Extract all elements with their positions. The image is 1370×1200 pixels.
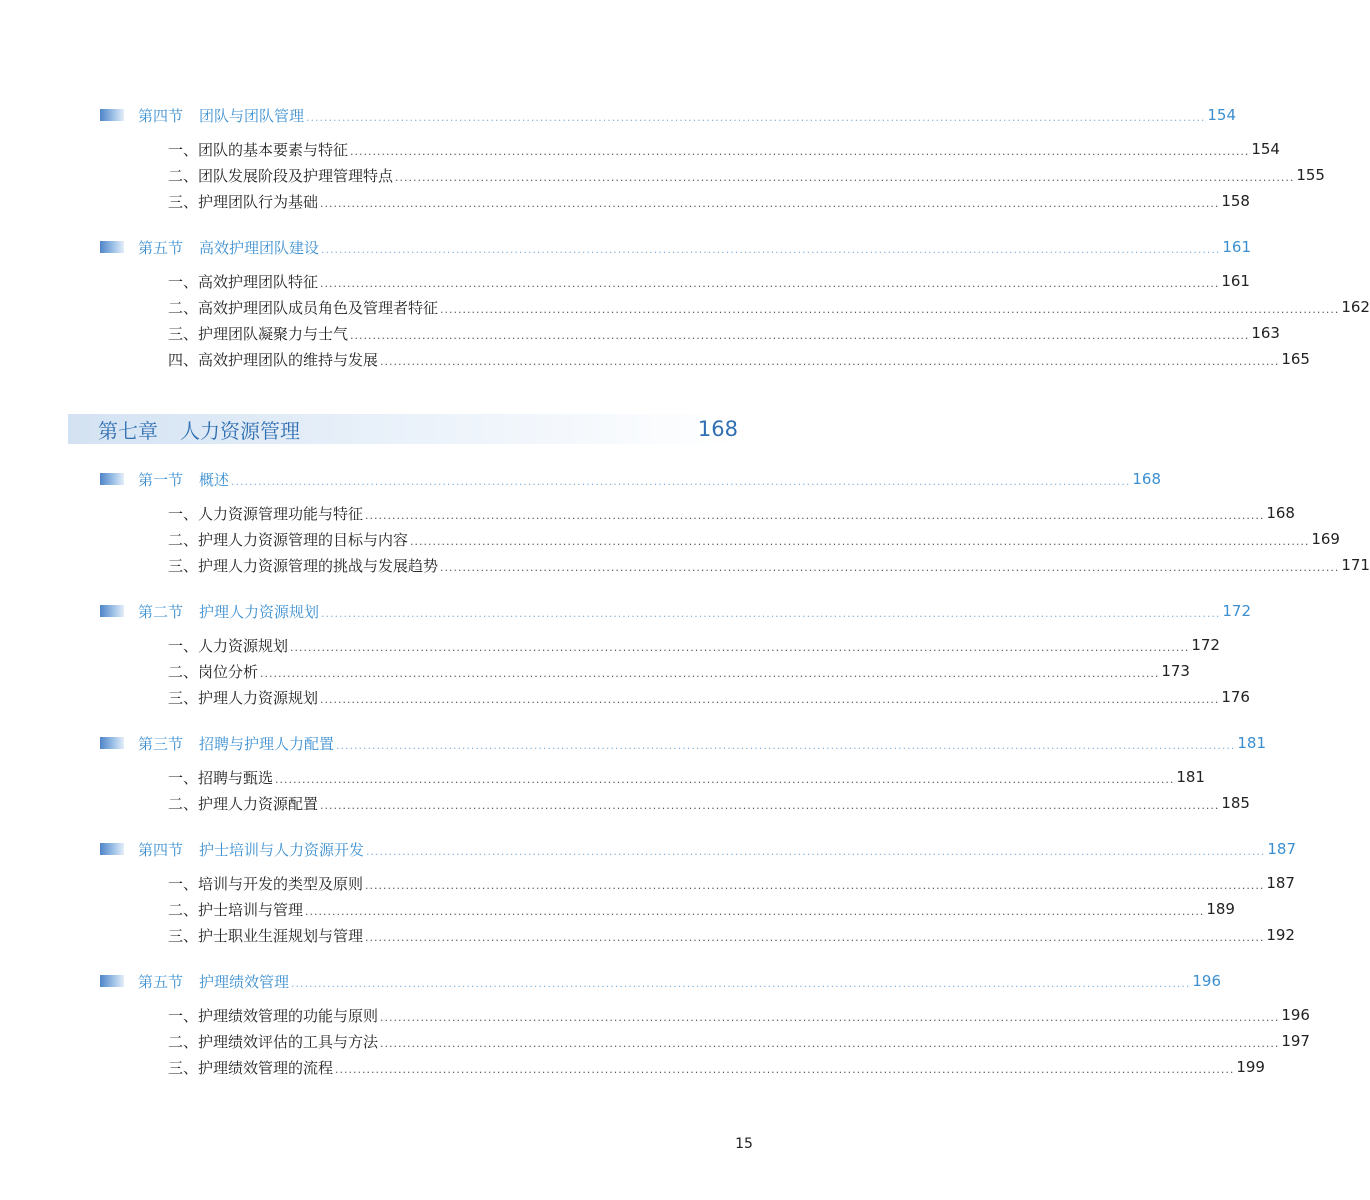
item-page: 165 [1281, 350, 1310, 368]
item-page: 155 [1296, 166, 1325, 184]
section-title: 团队与团队管理 [199, 106, 305, 125]
dot-leader: ........................................................................................................................................................................................................ [365, 879, 1265, 892]
page-number: 15 [735, 1136, 753, 1152]
item-page: 192 [1266, 926, 1295, 944]
dot-leader: ........................................................................................................................................................................................................ [440, 561, 1340, 574]
section-title: 护士培训与人力资源开发 [199, 840, 365, 859]
toc-item-row[interactable] [168, 1004, 1310, 1026]
toc-item-row[interactable] [168, 138, 1280, 160]
item-title: 三、护士职业生涯规划与管理 [168, 926, 364, 945]
dot-leader: ........................................................................................................................................................................................................ [440, 303, 1340, 316]
section-number: 第五节 [138, 972, 184, 991]
dot-leader: ........................................................................................................................................................................................................ [395, 171, 1295, 184]
toc-item-row[interactable] [168, 660, 1190, 682]
section-number: 第四节 [138, 106, 184, 125]
item-page: 187 [1266, 874, 1295, 892]
dot-leader: ........................................................................................................................................................................................................ [231, 475, 1131, 488]
dot-leader: ........................................................................................................................................................................................................ [320, 277, 1220, 290]
chapter-banner[interactable] [68, 414, 740, 444]
item-title: 二、岗位分析 [168, 662, 259, 681]
dot-leader: ........................................................................................................................................................................................................ [365, 509, 1265, 522]
item-title: 一、培训与开发的类型及原则 [168, 874, 364, 893]
toc-item-row[interactable] [168, 1056, 1265, 1078]
dot-leader: ........................................................................................................................................................................................................ [380, 355, 1280, 368]
toc-section-row[interactable] [100, 236, 1251, 258]
item-page: 189 [1206, 900, 1235, 918]
dot-leader: ........................................................................................................................................................................................................ [290, 641, 1190, 654]
item-title: 二、护士培训与管理 [168, 900, 304, 919]
toc-section-row[interactable] [100, 838, 1296, 860]
dot-leader: ........................................................................................................................................................................................................ [320, 693, 1220, 706]
item-page: 176 [1221, 688, 1250, 706]
item-page: 161 [1221, 272, 1250, 290]
section-page: 196 [1192, 972, 1221, 990]
item-page: 162 [1341, 298, 1370, 316]
section-page: 168 [1132, 470, 1161, 488]
toc-item-row[interactable] [168, 924, 1295, 946]
section-marker-icon [100, 109, 124, 121]
section-number: 第二节 [138, 602, 184, 621]
section-title: 护理人力资源规划 [199, 602, 320, 621]
item-title: 二、团队发展阶段及护理管理特点 [168, 166, 394, 185]
toc-item-row[interactable] [168, 634, 1220, 656]
section-marker-icon [100, 241, 124, 253]
toc-section-row[interactable] [100, 600, 1251, 622]
item-title: 一、团队的基本要素与特征 [168, 140, 349, 159]
toc-item-row[interactable] [168, 164, 1325, 186]
item-page: 171 [1341, 556, 1370, 574]
dot-leader: ........................................................................................................................................................................................................ [305, 905, 1205, 918]
item-title: 三、护理人力资源规划 [168, 688, 319, 707]
section-marker-icon [100, 473, 124, 485]
dot-leader: ........................................................................................................................................................................................................ [366, 845, 1266, 858]
toc-section-row[interactable] [100, 732, 1266, 754]
dot-leader: ........................................................................................................................................................................................................ [260, 667, 1160, 680]
dot-leader: ........................................................................................................................................................................................................ [335, 1063, 1235, 1076]
section-number: 第三节 [138, 734, 184, 753]
dot-leader: ........................................................................................................................................................................................................ [336, 739, 1236, 752]
dot-leader: ........................................................................................................................................................................................................ [350, 145, 1250, 158]
item-title: 三、护理绩效管理的流程 [168, 1058, 334, 1077]
item-page: 185 [1221, 794, 1250, 812]
chapter-title: 人力资源管理 [180, 418, 300, 443]
item-page: 181 [1176, 768, 1205, 786]
item-title: 二、高效护理团队成员角色及管理者特征 [168, 298, 439, 317]
dot-leader: ........................................................................................................................................................................................................ [365, 931, 1265, 944]
item-title: 二、护理人力资源管理的目标与内容 [168, 530, 409, 549]
section-marker-icon [100, 605, 124, 617]
dot-leader: ........................................................................................................................................................................................................ [350, 329, 1250, 342]
toc-item-row[interactable] [168, 348, 1310, 370]
toc-item-row[interactable] [168, 898, 1235, 920]
item-page: 168 [1266, 504, 1295, 522]
item-title: 三、护理团队行为基础 [168, 192, 319, 211]
chapter-page: 168 [697, 417, 738, 441]
item-title: 一、招聘与甄选 [168, 768, 274, 787]
item-title: 三、护理人力资源管理的挑战与发展趋势 [168, 556, 439, 575]
item-title: 一、护理绩效管理的功能与原则 [168, 1006, 379, 1025]
item-title: 二、护理绩效评估的工具与方法 [168, 1032, 379, 1051]
section-number: 第一节 [138, 470, 184, 489]
toc-item-row[interactable] [168, 502, 1295, 524]
section-page: 154 [1207, 106, 1236, 124]
section-number: 第四节 [138, 840, 184, 859]
section-title: 招聘与护理人力配置 [199, 734, 335, 753]
toc-item-row[interactable] [168, 554, 1370, 576]
toc-section-row[interactable] [100, 468, 1161, 490]
section-marker-icon [100, 737, 124, 749]
item-page: 172 [1191, 636, 1220, 654]
section-page: 181 [1237, 734, 1266, 752]
dot-leader: ........................................................................................................................................................................................................ [306, 111, 1206, 124]
chapter-number: 第七章 [98, 418, 158, 443]
item-page: 199 [1236, 1058, 1265, 1076]
toc-item-row[interactable] [168, 322, 1280, 344]
section-title: 高效护理团队建设 [199, 238, 320, 257]
toc-item-row[interactable] [168, 686, 1250, 708]
toc-item-row[interactable] [168, 766, 1205, 788]
section-number: 第五节 [138, 238, 184, 257]
dot-leader: ........................................................................................................................................................................................................ [320, 197, 1220, 210]
dot-leader: ........................................................................................................................................................................................................ [321, 607, 1221, 620]
item-page: 163 [1251, 324, 1280, 342]
item-title: 三、护理团队凝聚力与士气 [168, 324, 349, 343]
item-page: 154 [1251, 140, 1280, 158]
toc-item-row[interactable] [168, 528, 1340, 550]
toc-item-row[interactable] [168, 792, 1250, 814]
section-page: 161 [1222, 238, 1251, 256]
item-page: 173 [1161, 662, 1190, 680]
dot-leader: ........................................................................................................................................................................................................ [380, 1037, 1280, 1050]
item-title: 二、护理人力资源配置 [168, 794, 319, 813]
toc-item-row[interactable] [168, 296, 1370, 318]
section-marker-icon [100, 975, 124, 987]
item-title: 一、人力资源管理功能与特征 [168, 504, 364, 523]
item-page: 169 [1311, 530, 1340, 548]
item-title: 四、高效护理团队的维持与发展 [168, 350, 379, 369]
section-page: 187 [1267, 840, 1296, 858]
toc-item-row[interactable] [168, 270, 1250, 292]
item-page: 197 [1281, 1032, 1310, 1050]
item-page: 158 [1221, 192, 1250, 210]
toc-section-row[interactable] [100, 104, 1236, 126]
toc-section-row[interactable] [100, 970, 1221, 992]
item-title: 一、高效护理团队特征 [168, 272, 319, 291]
dot-leader: ........................................................................................................................................................................................................ [291, 977, 1191, 990]
dot-leader: ........................................................................................................................................................................................................ [380, 1011, 1280, 1024]
section-title: 护理绩效管理 [199, 972, 290, 991]
dot-leader: ........................................................................................................................................................................................................ [320, 799, 1220, 812]
dot-leader: ........................................................................................................................................................................................................ [410, 535, 1310, 548]
section-marker-icon [100, 843, 124, 855]
section-page: 172 [1222, 602, 1251, 620]
item-page: 196 [1281, 1006, 1310, 1024]
item-title: 一、人力资源规划 [168, 636, 289, 655]
dot-leader: ........................................................................................................................................................................................................ [321, 243, 1221, 256]
toc-item-row[interactable] [168, 1030, 1310, 1052]
toc-item-row[interactable] [168, 190, 1250, 212]
dot-leader: ........................................................................................................................................................................................................ [275, 773, 1175, 786]
toc-item-row[interactable] [168, 872, 1295, 894]
section-title: 概述 [199, 470, 230, 489]
